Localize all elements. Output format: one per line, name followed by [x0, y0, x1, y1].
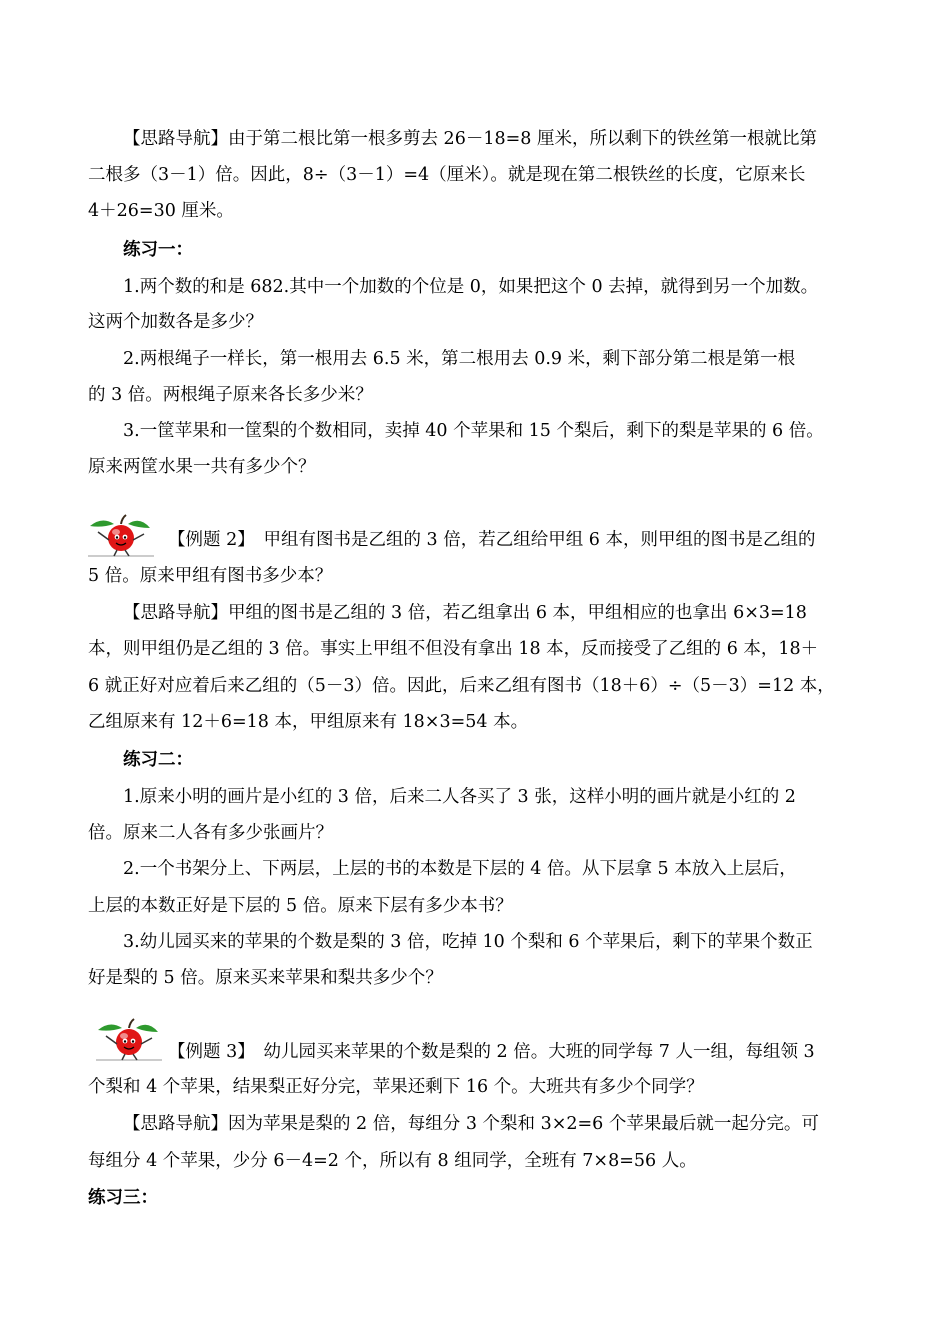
exercise-item: 2.两根绳子一样长，第一根用去 6.5 米，第二根用去 0.9 米，剩下部分第二根是第一根	[123, 349, 796, 369]
exercise-3-heading: 练习三：	[88, 1188, 158, 1208]
paragraph-line: 本，则甲组仍是乙组的 3 倍。事实上甲组不但没有拿出 18 本，反而接受了乙组的 6 本，18＋	[88, 639, 819, 659]
paragraph-line: 4＋26=30 厘米。	[88, 201, 234, 221]
apple-mascot-icon	[96, 1016, 162, 1064]
hint-label: 【思路导航】甲组的图书是乙组的 3 倍，若乙组拿出 6 本，甲组相应的也拿出 6×3=18	[123, 603, 807, 623]
exercise-item: 3.一筐苹果和一筐梨的个数相同，卖掉 40 个苹果和 15 个梨后，剩下的梨是苹果的 6 倍。	[123, 421, 824, 441]
paragraph-line: 原来两筐水果一共有多少个？	[88, 457, 316, 477]
paragraph-line: 上层的本数正好是下层的 5 倍。原来下层有多少本书？	[88, 896, 513, 916]
paragraph-line: 5 倍。原来甲组有图书多少本？	[88, 566, 333, 586]
paragraph-line: 倍。原来二人各有多少张画片？	[88, 823, 333, 843]
paragraph-line: 二根多（3－1）倍。因此，8÷（3－1）=4（厘米）。就是现在第二根铁丝的长度，它原来长	[88, 165, 806, 185]
exercise-1-heading: 练习一：	[123, 240, 193, 260]
paragraph-line: 的 3 倍。两根绳子原来各长多少米？	[88, 385, 373, 405]
exercise-item: 3.幼儿园买来的苹果的个数是梨的 3 倍，吃掉 10 个梨和 6 个苹果后，剩下的苹果个数正	[123, 932, 813, 952]
paragraph-line: 乙组原来有 12＋6=18 本，甲组原来有 18×3=54 本。	[88, 712, 529, 732]
exercise-item: 1.两个数的和是 682.其中一个加数的个位是 0，如果把这个 0 去掉，就得到另一个加数。	[123, 277, 819, 297]
exercise-item: 1.原来小明的画片是小红的 3 倍，后来二人各买了 3 张，这样小明的画片就是小红的 2	[123, 787, 796, 807]
example-2-title: 【例题 2】 甲组有图书是乙组的 3 倍，若乙组给甲组 6 本，则甲组的图书是乙组的	[168, 530, 816, 550]
paragraph-line: 6 就正好对应着后来乙组的（5－3）倍。因此，后来乙组有图书（18＋6）÷（5－3）=12 本，	[88, 676, 835, 696]
hint-label: 【思路导航】由于第二根比第一根多剪去 26－18=8 厘米，所以剩下的铁丝第一根就比第	[123, 129, 817, 149]
paragraph-line: 个梨和 4 个苹果，结果梨正好分完，苹果还剩下 16 个。大班共有多少个同学？	[88, 1077, 704, 1097]
exercise-2-heading: 练习二：	[123, 750, 193, 770]
paragraph-line: 这两个加数各是多少？	[88, 312, 263, 332]
hint-label: 【思路导航】因为苹果是梨的 2 倍，每组分 3 个梨和 3×2=6 个苹果最后就一起分完。可	[123, 1114, 819, 1134]
example-3-title: 【例题 3】 幼儿园买来苹果的个数是梨的 2 倍。大班的同学每 7 人一组，每组领 3	[168, 1042, 815, 1062]
paragraph-line: 好是梨的 5 倍。原来买来苹果和梨共多少个？	[88, 968, 443, 988]
exercise-item: 2.一个书架分上、下两层，上层的书的本数是下层的 4 倍。从下层拿 5 本放入上层后，	[123, 859, 797, 879]
apple-mascot-icon	[88, 512, 154, 560]
paragraph-line: 每组分 4 个苹果，少分 6－4=2 个，所以有 8 组同学，全班有 7×8=56 人。	[88, 1151, 697, 1171]
